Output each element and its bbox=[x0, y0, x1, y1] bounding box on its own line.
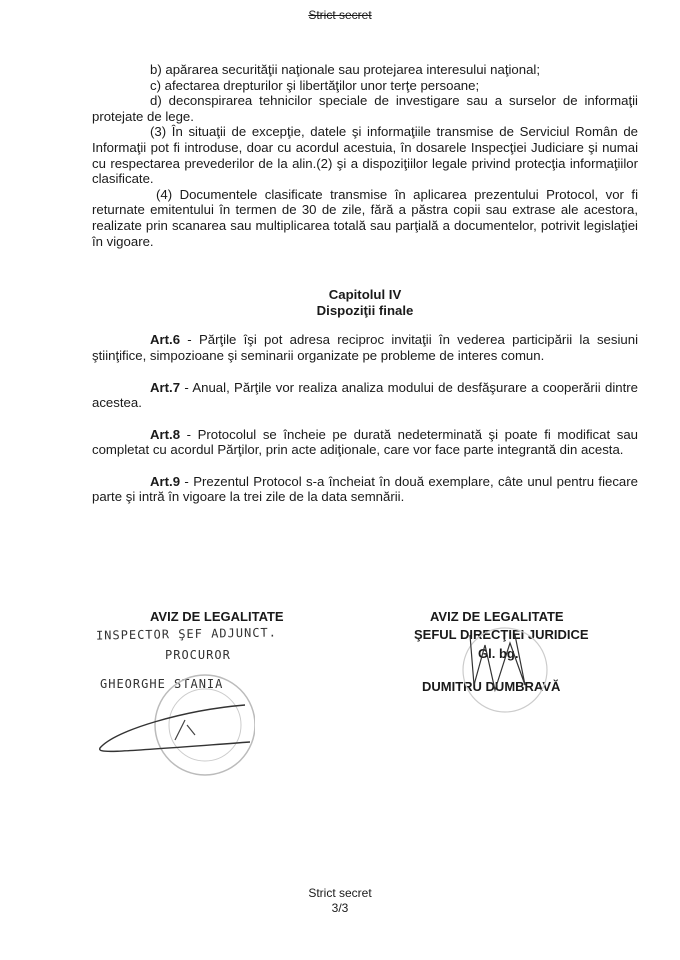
item-d: d) deconspirarea tehnicilor speciale de investigare sau a surselor de informaţii protejate de lege. bbox=[92, 93, 638, 124]
left-handwritten-title: PROCUROR bbox=[165, 648, 231, 662]
classification-text: Strict secret bbox=[308, 8, 372, 22]
signature-mark bbox=[175, 720, 195, 740]
article-6 bbox=[92, 332, 638, 363]
signature-stroke bbox=[470, 635, 525, 690]
article-9 bbox=[92, 474, 638, 505]
paragraph-4: (4) Documentele clasificate transmise în aplicarea prezentului Protocol, vor fi returnate emitentului în termen de 30 de zile, fără a păstra copii sau extrase ale acestora, realizate prin scanarea sau multiplicarea totală sau parţială a documentelor, potrivit legislaţiei în vigoare. bbox=[92, 186, 638, 249]
article-label: Art.9 bbox=[150, 473, 181, 489]
chapter-title: Dispoziţii finale bbox=[316, 302, 414, 318]
article-label: Art.7 bbox=[150, 379, 181, 395]
item-c: c) afectarea drepturilor şi libertăţilor unor terţe persoane; bbox=[150, 77, 480, 93]
article-text: - Prezentul Protocol s-a încheiat în două exemplare, câte unul pentru fiecare parte şi intră în vigoare la trei zile de la data semnării. bbox=[92, 473, 638, 505]
item-b: b) apărarea securităţii naţionale sau protejarea interesului naţional; bbox=[150, 62, 541, 77]
right-signature-title: AVIZ DE LEGALITATE bbox=[430, 609, 564, 624]
right-signature-name: DUMITRU DUMBRAVĂ bbox=[422, 679, 561, 694]
paragraph-3: (3) În situaţii de excepţie, datele şi informaţiile transmise de Serviciul Român de Informaţii pot fi introduse, doar cu acordul acestuia, în dosarele Inspecţiei Judiciare şi numai cu respectarea prevederilor de la alin.(2) şi a dispoziţiilor legale privind protecţia informaţiilor clasificate. bbox=[92, 124, 638, 187]
article-7 bbox=[92, 380, 638, 411]
header-classification bbox=[0, 8, 680, 22]
stamp-icon bbox=[463, 628, 547, 712]
article-label: Art.8 bbox=[150, 426, 181, 442]
chapter-number: Capitolul IV bbox=[328, 287, 402, 303]
page-number: 3/3 bbox=[331, 901, 349, 915]
right-signature-rank: Gl. bg. bbox=[478, 646, 519, 661]
stamp-icon bbox=[155, 675, 255, 775]
article-text: - Anual, Părţile vor realiza analiza modului de desfăşurare a cooperării dintre acestea. bbox=[92, 379, 638, 411]
article-text: - Protocolul se încheie pe durată nedeterminată şi poate fi modificat sau completat cu acordul Părţilor, prin acte adiţionale, care vor face parte integrantă din acesta. bbox=[92, 426, 638, 458]
left-handwritten-role: INSPECTOR ŞEF ADJUNCT. bbox=[95, 625, 278, 643]
article-label: Art.6 bbox=[150, 332, 181, 348]
document-body bbox=[92, 62, 638, 505]
right-signature-stamp bbox=[440, 625, 560, 715]
footer-classification: Strict secret bbox=[308, 886, 372, 900]
stamp-inner-ring bbox=[169, 689, 241, 761]
article-8 bbox=[92, 427, 638, 458]
left-handwritten-name: GHEORGHE STANIA bbox=[100, 677, 224, 691]
article-text: - Părţile îşi pot adresa reciproc invitaţii în vederea participării la sesiuni ştiinţifice, simpozioane şi seminarii organizate pe probleme de interes comun. bbox=[92, 332, 638, 363]
left-signature-title: AVIZ DE LEGALITATE bbox=[150, 609, 284, 624]
right-signature-role: ŞEFUL DIRECŢIEI JURIDICE bbox=[414, 627, 589, 642]
left-stamp-and-signature bbox=[95, 670, 255, 780]
